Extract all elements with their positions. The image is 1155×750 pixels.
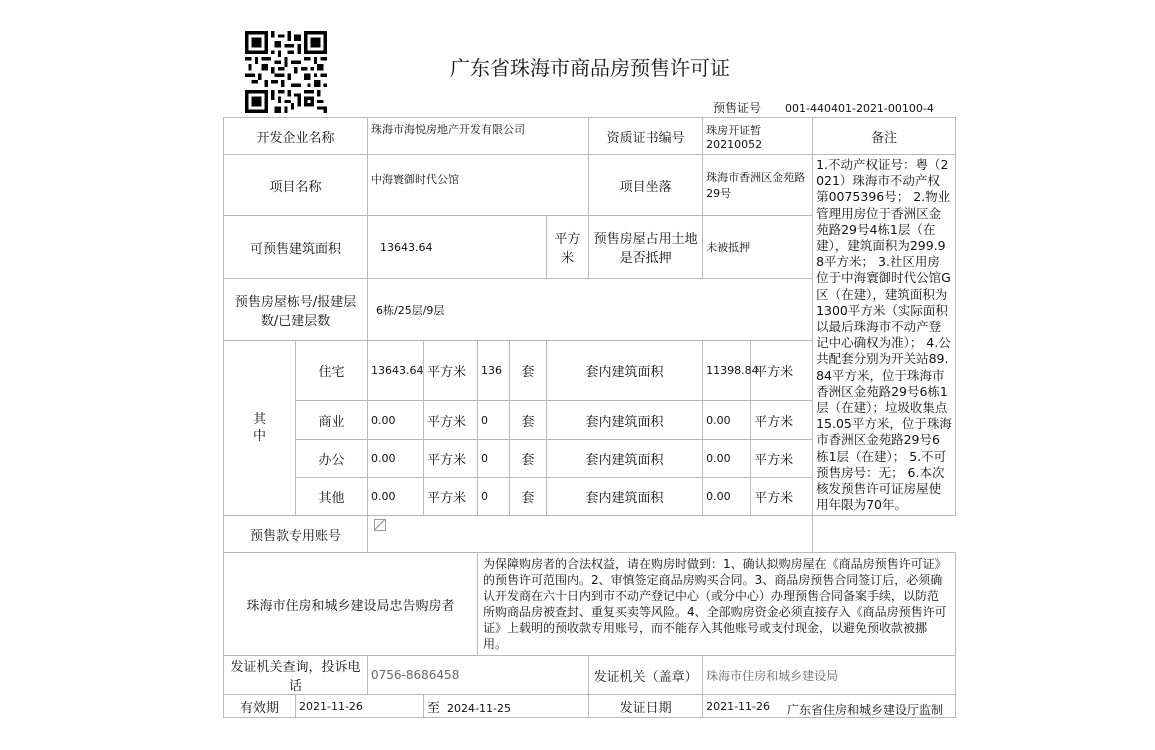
page-title: 广东省珠海市商品房预售许可证 — [450, 56, 730, 80]
usage-type: 住宅 — [296, 341, 368, 401]
cert-label: 资质证书编号 — [589, 118, 703, 155]
location-label: 项目坐落 — [589, 155, 703, 216]
developer-value: 珠海市海悦房地产开发有限公司 — [368, 118, 589, 155]
issuer-label: 发证机关（盖章） — [589, 656, 703, 695]
building-label: 预售房屋栋号/报建层数/已建层数 — [224, 279, 368, 341]
project-value: 中海寰御时代公馆 — [368, 155, 589, 216]
building-value: 6栋/25层/9层 — [368, 279, 813, 341]
mortgage-value: 未被抵押 — [703, 216, 813, 279]
developer-label: 开发企业名称 — [224, 118, 368, 155]
usage-area: 13643.64 — [368, 341, 424, 401]
project-label: 项目名称 — [224, 155, 368, 216]
usage-count-unit: 套 — [510, 440, 547, 478]
deposit-label: 预售款专用账号 — [224, 516, 368, 553]
query-value: 0756-8686458 — [368, 656, 589, 695]
advice-label: 珠海市住房和城乡建设局忠告购房者 — [224, 553, 478, 656]
usage-inner-label: 套内建筑面积 — [547, 478, 703, 516]
issue-date: 2021-11-26 — [703, 695, 956, 718]
usage-type: 商业 — [296, 401, 368, 440]
usage-count-unit: 套 — [510, 478, 547, 516]
usage-unit: 平方米 — [424, 341, 478, 401]
usage-type: 办公 — [296, 440, 368, 478]
usage-inner-label: 套内建筑面积 — [547, 401, 703, 440]
remark-label: 备注 — [813, 118, 956, 155]
valid-to: 2024-11-25 — [447, 701, 511, 715]
usage-inner-label: 套内建筑面积 — [547, 341, 703, 401]
valid-to-label: 至 — [427, 700, 441, 716]
usage-count: 136 — [478, 341, 510, 401]
location-value: 珠海市香洲区金苑路29号 — [703, 155, 813, 216]
valid-from: 2021-11-26 — [296, 695, 424, 718]
usage-inner-area: 0.00 — [703, 401, 751, 440]
area-unit: 平方米 — [547, 216, 589, 279]
usage-count-unit: 套 — [510, 401, 547, 440]
area-label: 可预售建筑面积 — [224, 216, 368, 279]
usage-area: 0.00 — [368, 478, 424, 516]
qr-code-icon — [245, 31, 327, 113]
usage-inner-unit: 平方米 — [751, 478, 813, 516]
among-label: 其中 — [224, 341, 296, 516]
query-label: 发证机关查询，投诉电话 — [224, 656, 368, 695]
usage-count-unit: 套 — [510, 341, 547, 401]
usage-inner-unit: 平方米 — [751, 341, 813, 401]
usage-inner-area: 0.00 — [703, 440, 751, 478]
usage-unit: 平方米 — [424, 401, 478, 440]
usage-count: 0 — [478, 440, 510, 478]
area-value: 13643.64 — [368, 216, 547, 279]
usage-count: 0 — [478, 478, 510, 516]
valid-range — [424, 695, 589, 718]
usage-inner-area: 11398.84 — [703, 341, 751, 401]
advice-text: 为保障购房者的合法权益，请在购房时做到：1、确认拟购房屋在《商品房预售许可证》的预售许可范围内。2、审慎签定商品房购买合同。3、商品房预售合同签订后，必须确认开发商在六十日内到市不动产登记中心（或分中心）办理预售合同备案手续，以防范所购商品房被查封、重复买卖等风险。4、全部购房资金必须直接存入《商品房预售许可证》上载明的预收款专用账号，而不能存入其他账号或支付现金，以避免预收款被挪用。 — [478, 553, 956, 656]
deposit-value — [368, 516, 813, 553]
usage-area: 0.00 — [368, 401, 424, 440]
supervision-note: 广东省住房和城乡建设厅监制 — [787, 703, 944, 717]
usage-inner-area: 0.00 — [703, 478, 751, 516]
usage-inner-unit: 平方米 — [751, 401, 813, 440]
issuer-value: 珠海市住房和城乡建设局 — [703, 656, 956, 695]
usage-unit: 平方米 — [424, 440, 478, 478]
usage-type: 其他 — [296, 478, 368, 516]
cert-value: 珠房开证暂20210052 — [703, 118, 813, 155]
usage-area: 0.00 — [368, 440, 424, 478]
permit-value: 001-440401-2021-00100-4 — [785, 102, 934, 115]
issue-date-label: 发证日期 — [589, 695, 703, 718]
usage-count: 0 — [478, 401, 510, 440]
remark-text: 1.不动产权证号：粤（2021）珠海市不动产权第0075396号； 2.物业管理用房位于香洲区金苑路29号4栋1层（在建），建筑面积为299.98平方米； 3.社区用房位于中海寰御时代公馆G区（在建），建筑面积为1300平方米（实际面积以最后珠海市不动产登记中心确权为准）； 4.公共配套分别为开关站89.84平方米，位于珠海市香洲区金苑路29号6栋1层（在建）；垃圾收集点15.05平方米，位于珠海市香洲区金苑路29号6栋1层（在建）； 5.不可预售房号：无； 6.本次核发预售许可证房屋使用年限为70年。 — [813, 155, 956, 516]
usage-inner-label: 套内建筑面积 — [547, 440, 703, 478]
permit-table — [223, 117, 956, 718]
permit-label: 预售证号 — [713, 101, 762, 115]
usage-unit: 平方米 — [424, 478, 478, 516]
broken-image-icon — [374, 519, 386, 531]
valid-label: 有效期 — [224, 695, 296, 718]
mortgage-label: 预售房屋占用土地是否抵押 — [589, 216, 703, 279]
permit-number — [713, 99, 934, 116]
usage-inner-unit: 平方米 — [751, 440, 813, 478]
